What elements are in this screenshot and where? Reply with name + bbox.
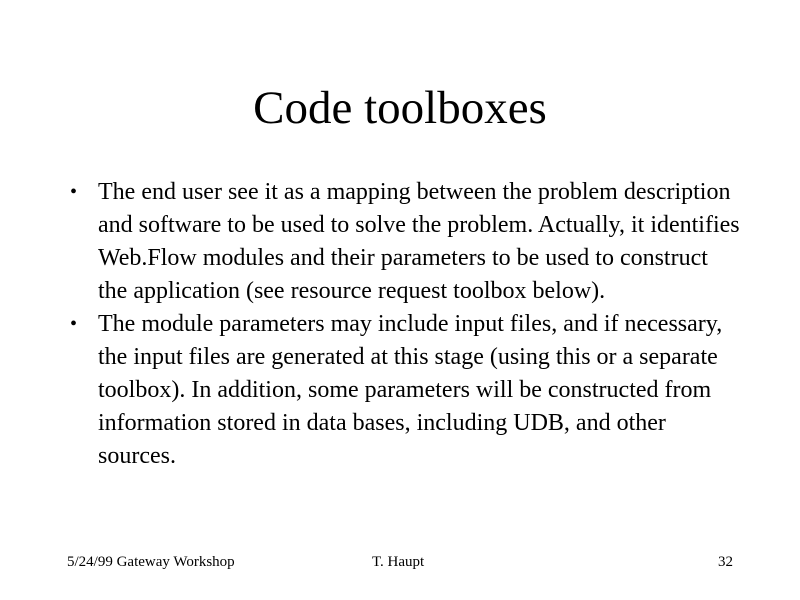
bullet-marker: •	[70, 181, 78, 203]
bullet-marker: •	[70, 313, 78, 335]
slide-title: Code toolboxes	[253, 82, 547, 134]
bullet-text: The module parameters may include input files, and if necessary, the input files are generated at this stage (using this or a separate toolbox). In addition, some parameters will be constructed from information stored in data bases, including UDB, and other sources.	[98, 311, 723, 469]
footer-date-event: 5/24/99 Gateway Workshop	[67, 554, 235, 570]
bullet-item	[70, 308, 740, 473]
bullet-list	[70, 176, 740, 473]
footer-author: T. Haupt	[372, 554, 425, 570]
footer-page-number: 32	[718, 554, 733, 570]
bullet-text: The end user see it as a mapping between the problem description and software to be used to solve the problem. Actually, it identifies Web.Flow modules and their parameters to be used to construct the application (see resource request toolbox below).	[98, 179, 740, 304]
bullet-item	[70, 176, 740, 308]
